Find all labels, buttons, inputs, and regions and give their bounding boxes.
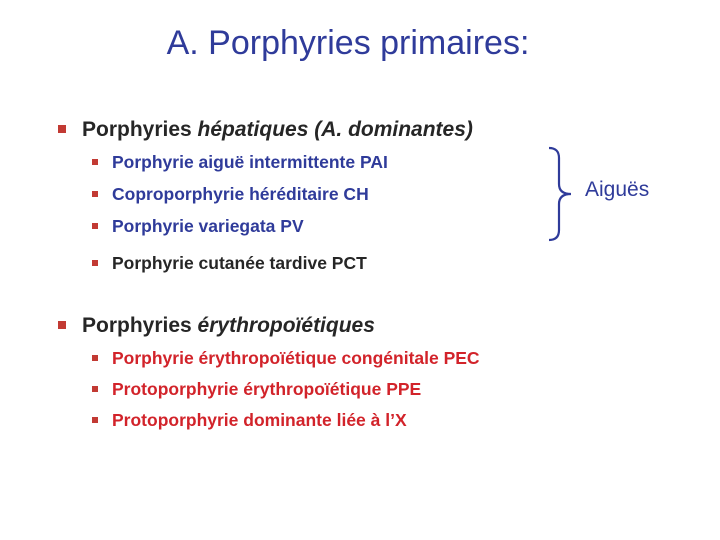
group-label-acute: Aiguës xyxy=(585,178,650,201)
list-item-xlpp xyxy=(92,410,407,431)
list-item-ppe xyxy=(92,379,421,400)
square-bullet-icon xyxy=(92,260,98,266)
section-hepatic-heading xyxy=(58,118,473,142)
square-bullet-icon xyxy=(92,223,98,229)
list-item-pai xyxy=(92,152,388,173)
square-bullet-icon xyxy=(58,321,66,329)
square-bullet-icon xyxy=(92,191,98,197)
slide-title-text: A. Porphyries primaires: xyxy=(166,24,530,62)
section-erythropoietic-heading xyxy=(58,314,375,338)
list-item-pv xyxy=(92,216,304,237)
list-item-pct xyxy=(92,253,367,274)
square-bullet-icon xyxy=(92,417,98,423)
slide-title xyxy=(0,24,720,63)
square-bullet-icon xyxy=(92,159,98,165)
list-item-text: Coproporphyrie héréditaire CH xyxy=(112,184,369,204)
section-heading-italic: érythropoïétiques xyxy=(197,314,375,337)
list-item-pec xyxy=(92,348,480,369)
section-heading-prefix: Porphyries xyxy=(82,314,198,337)
section-heading-prefix: Porphyries xyxy=(82,118,198,141)
list-item-ch xyxy=(92,184,369,205)
list-item-text: Porphyrie variegata PV xyxy=(112,216,304,236)
list-item-text: Porphyrie aiguë intermittente PAI xyxy=(112,152,388,172)
list-item-text: Protoporphyrie dominante liée à l’X xyxy=(112,410,407,430)
square-bullet-icon xyxy=(92,355,98,361)
square-bullet-icon xyxy=(92,386,98,392)
square-bullet-icon xyxy=(58,125,66,133)
section-heading-italic: hépatiques (A. dominantes) xyxy=(197,118,473,141)
list-item-text: Protoporphyrie érythropoïétique PPE xyxy=(112,379,422,399)
curly-brace-icon xyxy=(545,146,579,242)
list-item-text: Porphyrie cutanée tardive PCT xyxy=(112,253,367,273)
list-item-text: Porphyrie érythropoïétique congénitale PEC xyxy=(112,348,480,368)
